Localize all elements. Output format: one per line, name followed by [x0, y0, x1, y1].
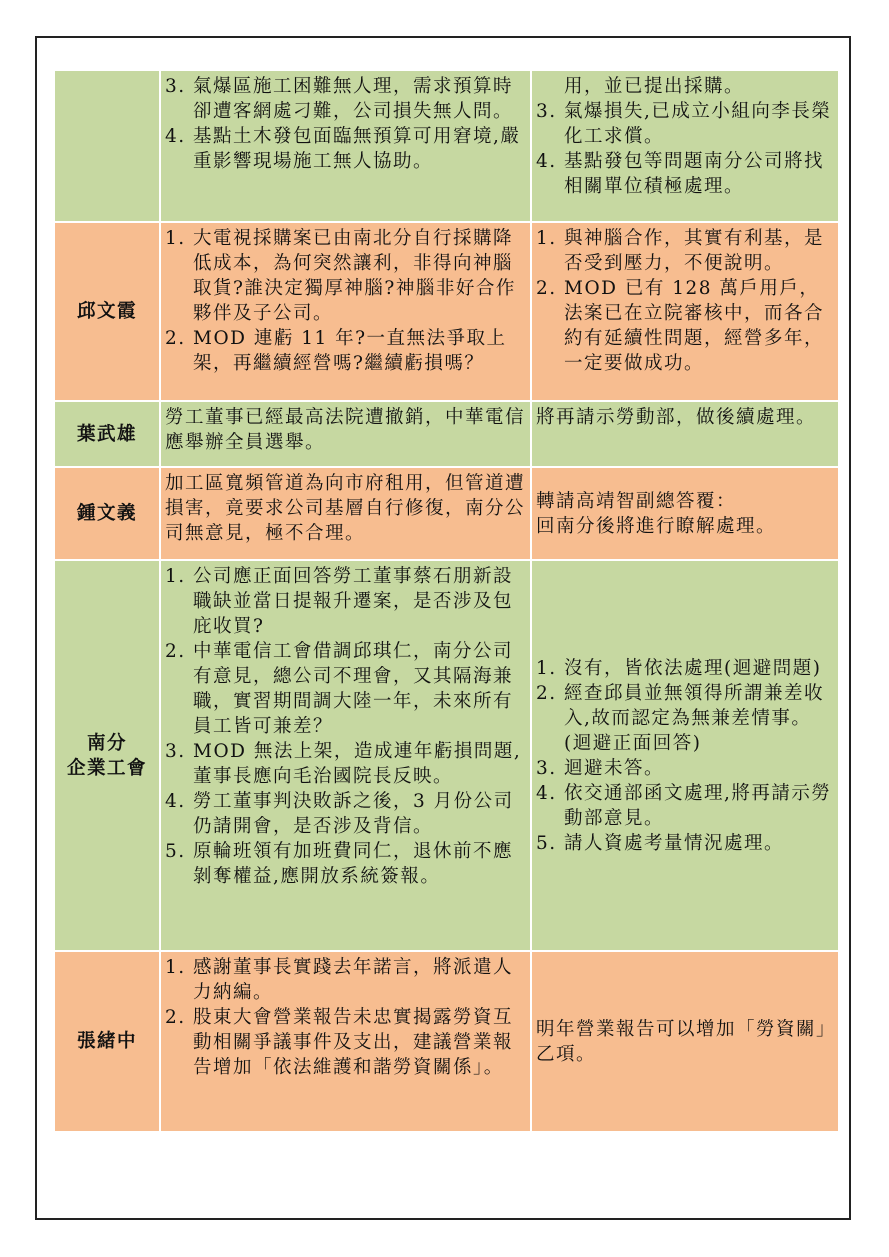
table-row	[54, 951, 839, 1132]
answer-cell	[531, 222, 839, 401]
list-item: 2. 股東大會營業報告未忠實揭露勞資互動相關爭議事件及支出，建議營業報告增加「依法維護和諧勞資關係」。	[165, 1007, 514, 1078]
list-item: 4. 基點發包等問題南分公司將找相關單位積極處理。	[536, 151, 825, 197]
question-cell	[160, 560, 531, 951]
answer-cell	[531, 560, 839, 951]
list-item: 3. 氣爆區施工困難無人理，需求預算時卻遭客網處刁難，公司損失無人問。	[165, 76, 514, 122]
list-item: 4. 勞工董事判決敗訴之後，3 月份公司仍請開會，是否涉及背信。	[165, 791, 514, 837]
list-item: 1. 沒有，皆依法處理(迴避問題)	[536, 657, 822, 679]
question-cell: 勞工董事已經最高法院遭撤銷，中華電信應舉辦全員選舉。	[160, 401, 531, 467]
answer-cell: 將再請示勞動部，做後續處理。	[531, 401, 839, 467]
list-item: 3. 氣爆損失,已成立小組向李長榮化工求償。	[536, 101, 832, 147]
table-row	[54, 467, 839, 560]
list-item: 5. 請人資處考量情況處理。	[536, 832, 785, 854]
list-item: 1. 公司應正面回答勞工董事蔡石朋新設職缺並當日提報升遷案，是否涉及包庇收買?	[165, 566, 514, 637]
list-item: 4. 基點土木發包面臨無預算可用窘境,嚴重影響現場施工無人協助。	[165, 126, 521, 172]
speaker-cell	[54, 401, 160, 467]
question-cell: 加工區寬頻管道為向市府租用，但管道遭損害，竟要求公司基層自行修復，南分公司無意見，極不合理。	[160, 467, 531, 560]
list-item: 用，並已提出採購。	[564, 76, 745, 97]
list-item: 2. MOD 已有 128 萬戶用戶，法案已在立院審核中，而各合約有延續性問題，經營多年，一定要做成功。	[536, 278, 825, 374]
speaker-cell	[54, 467, 160, 560]
list-item: 1. 大電視採購案已由南北分自行採購降低成本，為何突然讓利，非得向神腦取貨?誰決定獨厚神腦?神腦非好合作夥伴及子公司。	[165, 228, 516, 324]
answer-line: 轉請高靖智副總答覆：	[536, 490, 737, 512]
list-item: 1. 與神腦合作，其實有利基，是否受到壓力，不便說明。	[536, 228, 825, 274]
speaker-cell	[54, 70, 160, 222]
answer-cell	[531, 467, 839, 560]
answer-cell	[531, 70, 839, 222]
answer-cell: 明年營業報告可以增加「勞資關」乙項。	[531, 951, 839, 1132]
list-item: 3. 迴避未答。	[536, 757, 665, 779]
question-cell	[160, 951, 531, 1132]
question-cell	[160, 222, 531, 401]
table-row	[54, 401, 839, 467]
speaker-name: 鍾文義	[76, 503, 137, 524]
list-item: 2. 中華電信工會借調邱琪仁，南分公司有意見，總公司不理會，又其隔海兼職，實習期間調大陸一年，未來所有員工皆可兼差？	[165, 641, 514, 737]
speaker-cell	[54, 222, 160, 401]
qa-table	[53, 69, 840, 1133]
speaker-name: 張緒中	[76, 1031, 137, 1052]
list-item: 1. 感謝董事長實踐去年諾言，將派遣人力納編。	[165, 957, 514, 1003]
list-item: 4. 依交通部函文處理,將再請示勞動部意見。	[536, 782, 832, 829]
speaker-cell	[54, 560, 160, 951]
answer-line: 回南分後將進行瞭解處理。	[536, 515, 777, 537]
speaker-name: 南分	[86, 732, 127, 754]
speaker-name: 企業工會	[66, 757, 147, 779]
list-item: 3. MOD 無法上架，造成連年虧損問題,董事長應向毛治國院長反映。	[165, 741, 522, 787]
table-row	[54, 560, 839, 951]
table-row	[54, 222, 839, 401]
speaker-name: 邱文霞	[76, 301, 137, 322]
speaker-cell	[54, 951, 160, 1132]
speaker-name: 葉武雄	[76, 423, 137, 445]
table-row	[54, 70, 839, 222]
question-cell	[160, 70, 531, 222]
list-item: 5. 原輪班領有加班費同仁，退休前不應剝奪權益,應開放系統簽報。	[165, 841, 514, 887]
list-item: 2. 經查邱員並無領得所謂兼差收入,故而認定為無兼差情事。(迴避正面回答)	[536, 682, 825, 754]
list-item: 2. MOD 連虧 11 年?一直無法爭取上架，再繼續經營嗎?繼續虧損嗎？	[165, 328, 507, 374]
